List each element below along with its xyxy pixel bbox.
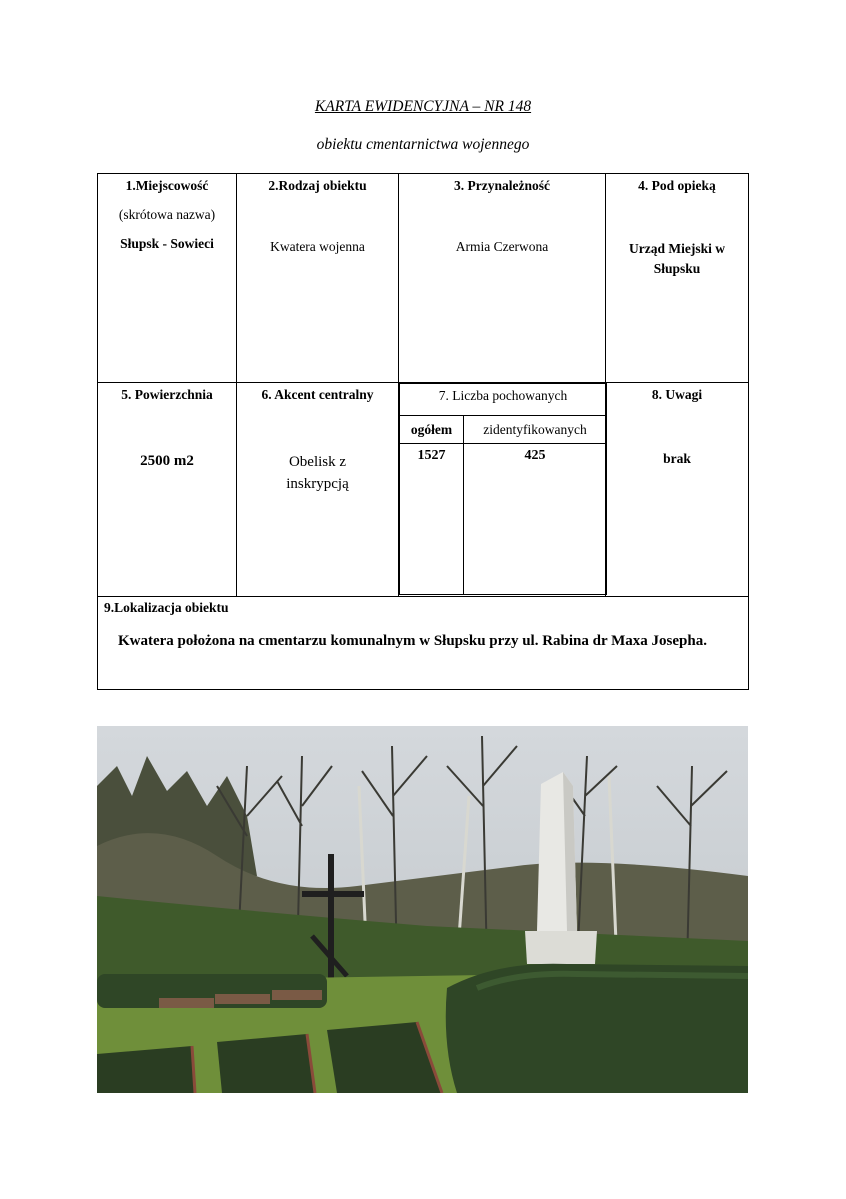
object-type-value: Kwatera wojenna (270, 239, 365, 254)
buried-header: 7. Liczba pochowanych (438, 388, 568, 403)
locality-note: (skrótowa nazwa) (118, 207, 216, 222)
object-type-header: 2.Rodzaj obiektu (268, 178, 367, 193)
location-value: Kwatera położona na cmentarzu komunalnym w Słupsku przy ul. Rabina dr Maxa Josepha. (118, 633, 707, 649)
affiliation-value: Armia Czerwona (455, 239, 549, 254)
central-accent-header: 6. Akcent centralny (261, 387, 374, 402)
area-header: 5. Powierzchnia (121, 387, 213, 402)
record-card-table (97, 173, 749, 690)
location-cell (98, 597, 749, 690)
central-accent-value: Obelisk z inskrypcją (286, 454, 349, 492)
identified-header: zidentyfikowanych (464, 416, 607, 444)
remarks-value: brak (663, 451, 691, 466)
central-accent-cell (237, 383, 399, 597)
locality-value: Słupsk - Sowieci (120, 236, 214, 251)
location-header: 9.Lokalizacja obiektu (104, 600, 229, 615)
remarks-header: 8. Uwagi (651, 387, 703, 402)
care-header: 4. Pod opieką (638, 178, 716, 193)
total-header: ogółem (400, 416, 464, 444)
affiliation-cell (399, 174, 606, 383)
area-value: 2500 m2 (140, 453, 194, 469)
total-value: 1527 (400, 444, 464, 595)
document-title: KARTA EWIDENCYJNA – NR 148 (314, 98, 532, 115)
locality-header: 1.Miejscowość (125, 178, 209, 193)
buried-cell (399, 383, 606, 597)
object-type-cell (237, 174, 399, 383)
locality-cell (98, 174, 237, 383)
affiliation-header: 3. Przynależność (454, 178, 550, 193)
identified-value: 425 (464, 444, 607, 595)
care-cell (606, 174, 749, 383)
document-subtitle: obiektu cmentarnictwa wojennego (316, 136, 530, 153)
remarks-cell (606, 383, 749, 597)
buried-subtable (399, 383, 607, 595)
care-value: Urząd Miejski w Słupsku (629, 241, 725, 276)
cemetery-photo (97, 726, 748, 1093)
cemetery-photo-illustration (97, 726, 748, 1093)
area-cell (98, 383, 237, 597)
